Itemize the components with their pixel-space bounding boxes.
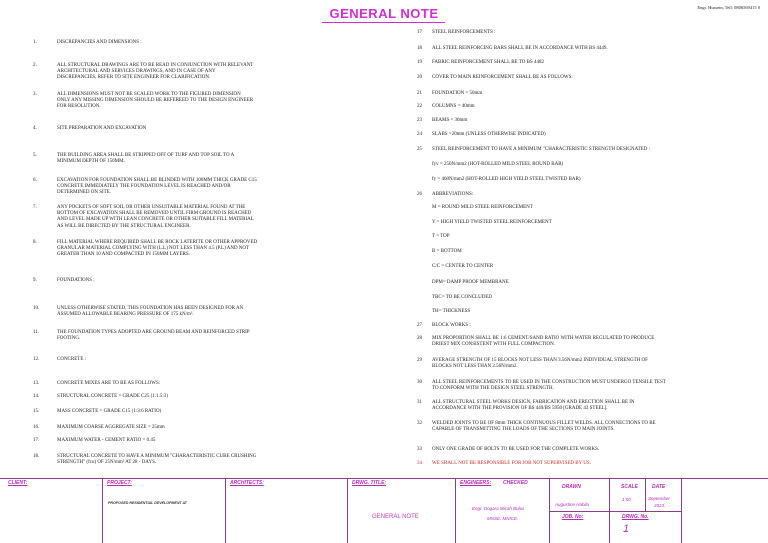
note-text: STEEL REINFORCEMENTS :: [432, 30, 496, 35]
note-text: THE FOUNDATION TYPES ADOPTED ARE GROUND BEAM AND REINFORCED STRIP FOOTING.: [57, 330, 250, 342]
note-number: 32: [417, 421, 422, 426]
divider: [347, 478, 348, 543]
note-text: COVER TO MAIN REINFORCEMENT SHALL BE AS FOLLOWS:: [432, 75, 573, 80]
note-text: WE SHALL NOT BE RESPONSIBLE FOR JOB NOT SUPERVISED BY US.: [432, 461, 591, 466]
note-number: 5.: [33, 153, 37, 158]
drwg-title-label: DRWG. TITLE:: [352, 480, 387, 486]
note-number: 20: [417, 75, 422, 80]
note-text: STRUCTURAL CONCRETE TO HAVE A MINIMUM "CHARACTERISTIC CUBE CRUSHING STRENGTH" (fcu) OF 25N/mm² AT 28 - DAYS.: [57, 454, 257, 466]
note-number: 11.: [33, 330, 40, 335]
note-text: ABBREVIATIONS:: [432, 192, 474, 197]
note-text: T = TOP: [432, 234, 450, 239]
note-text: COLUMNS = 40mm: [432, 104, 475, 109]
note-number: 26: [417, 192, 422, 197]
drwg-no-label: DRWG. No.: [622, 514, 649, 520]
note-number: 12.: [33, 357, 40, 362]
note-number: 23: [417, 118, 422, 123]
title-underline: [322, 22, 445, 23]
note-text: FILL MATERIAL WHERE REQUIRED SHALL BE ROCK LATERITE OR OTHER APPROVED GRANULAR MATERIAL COMPLYING WITH (L.L) NOT LESS THAN 4.5 (P.L) AND NOT GREATER THAN 10 AND COMPACTED IN 150MM LAYERS.: [57, 240, 258, 258]
divider: [609, 511, 681, 512]
note-text: fyv = 250N/mm2 (HOT-ROLLED MILD STEEL ROUND BAR): [432, 162, 564, 167]
note-text: BEAMS = 30mm: [432, 118, 468, 123]
note-number: 28: [417, 336, 422, 341]
checked-label: CHECKED: [503, 480, 528, 486]
title-block-top-border: [0, 478, 768, 479]
note-text: Y = HIGH YIELD TWISTED STEEL REINFORCEMENT: [432, 220, 552, 225]
divider: [225, 478, 226, 543]
project-value: PROPOSED RESIDENTIAL DEVELOPMENT AT: [108, 501, 188, 505]
page-title: GENERAL NOTE: [329, 6, 439, 21]
engineer-contact: Engr. Hussein, Tell: 0806569415 0: [697, 5, 760, 10]
note-text: UNLESS OTHERWISE STATED, THIS FOUNDATION HAS BEEN DESIGNED FOR AN ASSUMED ALLOWABLE BEARING PRESSURE OF 175 kN/m².: [57, 306, 244, 318]
note-text: TBC= TO BE CONCLUDED: [432, 295, 492, 300]
note-number: 13.: [33, 381, 40, 386]
note-text: ANY POCKETS OF SOFT SOIL OR OTHER UNSUITABLE MATERIAL FOUND AT THE BOTTOM OF EXCAVATION SHALL BE REMOVED UNTIL FIRM GROUND IS REACHED AND LEVEL MADE UP WITH LEAN CONCRETE OR OTHER SUITABLE FILL MATERIAL AS WILL BE DIRECTED BY THE STRUCTURAL ENGINEER.: [57, 205, 254, 229]
divider: [645, 478, 646, 511]
note-text: FABRIC REINFORCEMENT SHALL BE TO BS 4482: [432, 60, 544, 65]
note-text: FOUNDATION = 50mm: [432, 91, 483, 96]
note-number: 1.: [33, 40, 37, 45]
note-number: 27: [417, 323, 422, 328]
drawn-value: Augustine Habila: [555, 502, 590, 507]
note-number: 3.: [33, 92, 37, 97]
project-label: PROJECT:: [107, 480, 132, 486]
note-number: 17.: [33, 438, 40, 443]
note-number: 15.: [33, 409, 40, 414]
note-text: MAXIMUM WATER - CEMENT RATIO = 0.45: [57, 438, 156, 443]
date-value-month: September: [648, 496, 671, 501]
note-text: C/C = CENTER TO CENTER: [432, 264, 494, 269]
note-text: fy = 460N/mm2 (HOT-ROLLED HIGH YIELD STEEL TWISTED BAR): [432, 177, 581, 182]
date-label: DATE: [652, 484, 666, 490]
note-number: 9.: [33, 278, 37, 283]
note-number: 24: [417, 132, 422, 137]
note-text: EXCAVATION FOR FOUNDATION SHALL BE BLINDED WITH 100MM THICK GRADE C15 CONCRETE IMMEDIATELY THE FOUNDATION LEVEL IS REACHED AND/OR DETERMINED ON SITE.: [57, 178, 257, 196]
note-text: ALL STEEL REINFORCEMENTS TO BE USED IN THE CONSTRUCTION MUST UNDERGO TENSILE TEST TO CONFORM WITH THE DESIGN STEEL STRENGTH.: [432, 380, 666, 392]
engineers-label: ENGINEERS:: [460, 480, 492, 486]
note-text: CONCRETE MIXES ARE TO BE AS FOLLOWS:: [57, 381, 161, 386]
engineer-name: Engr. Dogara Micah Bulus: [472, 506, 525, 511]
job-no-label: JOB. No:: [562, 514, 584, 520]
note-text: ALL DIMENSIONS MUST NOT BE SCALED WORK TO THE FIGURED DIMENSION ONLY ANY MISSING DIMENSION SHOULD BE REFEREED TO THE DESIGN ENGINEER FOR RESOLUTION.: [57, 92, 254, 110]
note-text: BLOCK WORKS :: [432, 323, 471, 328]
note-text: THE BUILDING AREA SHALL BE STRIPPED OFF OF TURF AND TOP SOIL TO A MINIMUM DEPTH OF 150MM.: [57, 153, 235, 165]
note-text: ONLY ONE GRADE OF BOLTS TO BE USED FOR THE COMPLETE WORKS.: [432, 447, 600, 452]
note-number: 30: [417, 380, 422, 385]
note-text: CONCRETE :: [57, 357, 87, 362]
scale-label: SCALE: [621, 484, 638, 490]
drwg-no-value: 1: [623, 523, 630, 535]
note-number: 34: [417, 461, 422, 466]
note-number: 4.: [33, 126, 37, 131]
client-label: CLIENT:: [8, 480, 28, 486]
note-text: ALL STEEL REINFORCING BARS SHALL BE IN ACCORDANCE WITH BS 4449.: [432, 46, 608, 51]
note-text: SITE PREPARATION AND EXCAVATION: [57, 126, 147, 131]
note-text: STEEL REINFORCEMENT TO HAVE A MINIMUM "CHARACTERISTIC STRENGTH DESIGNATED :: [432, 147, 651, 152]
note-number: 16.: [33, 425, 40, 430]
note-number: 29: [417, 358, 422, 363]
note-text: MAXIMUM COARSE AGGREGATE SIZE = 25mm: [57, 425, 165, 430]
note-number: 19: [417, 60, 422, 65]
note-text: FOUNDATIONS :: [57, 278, 95, 283]
note-text: TH= THICKNESS: [432, 309, 471, 314]
note-text: MIX PROPORTION SHALL BE 1:6 CEMENT/SAND RATIO WITH WATER REGULATED TO PRODUCE DRIEST MIX CONSISTENT WITH FULL COMPACTION.: [432, 336, 655, 348]
note-number: 21: [417, 91, 422, 96]
divider: [681, 478, 682, 543]
note-number: 2.: [33, 63, 37, 68]
note-number: 25: [417, 147, 422, 152]
note-number: 7.: [33, 205, 37, 210]
note-number: 17: [417, 30, 422, 35]
note-number: 6.: [33, 178, 37, 183]
note-text: STRUCTURAL CONCRETE = GRADE C25 (1:1.5:3): [57, 394, 168, 399]
note-text: DISCREPANCIES AND DIMENSIONS :: [57, 40, 142, 45]
engineer-credentials: MNSE. MNICE.: [487, 516, 519, 521]
note-number: 8.: [33, 240, 37, 245]
architects-label: ARCHITECTS:: [230, 480, 264, 486]
note-number: 18: [417, 46, 422, 51]
note-text: ALL STRUCTURAL STEEL WORKS DESIGN, FABRICATION AND ERECTION SHALL BE IN ACCORDANCE WITH THE PROVISION OF BS 449/BS 5950 [GRADE 43 STEEL].: [432, 400, 635, 412]
note-number: 31: [417, 400, 422, 405]
note-number: 10.: [33, 306, 40, 311]
title-block: [0, 478, 768, 543]
note-number: 22: [417, 104, 422, 109]
note-number: 18.: [33, 454, 40, 459]
note-number: 33: [417, 447, 422, 452]
divider: [549, 511, 609, 512]
drawn-label: DRAWN: [562, 484, 581, 490]
note-text: ALL STRUCTURAL DRAWINGS ARE TO BE READ IN CONJUNCTION WITH RELEVANT ARCHITECTURAL AND SERVICES DRAWINGS, AND IN CASE OF ANY DISCREPANCIES, REFER TO SITE ENGINEER FOR CLARIFICATION.: [57, 63, 254, 81]
note-text: M = ROUND MILD STEEL REINFORCEMENT: [432, 205, 533, 210]
scale-value: 1:50: [622, 497, 631, 502]
note-text: AVERAGE STRENGTH OF 15 BLOCKS NOT LESS THAN 3.56N/mm2 INDIVIDUAL STRENGTH OF BLOCKS NOT LESS THAN 2.56N/mm2.: [432, 358, 648, 370]
note-number: 14.: [33, 394, 40, 399]
note-text: SLABS =20mm (UNLESS OTHERWISE INDICATED): [432, 132, 546, 137]
note-text: B = BOTTOM: [432, 249, 462, 254]
note-text: MASS CONCRETE = GRADE C15 (1:3:6 RATIO): [57, 409, 162, 414]
note-text: DPM= DAMP PROOF MEMBRANE: [432, 280, 509, 285]
divider: [102, 478, 103, 543]
date-value-year: 2023.: [654, 503, 666, 508]
note-text: WELDED JOINTS TO BE OF 8mm THICK CONTINUOUS FILLET WELDS. ALL CONNECTIONS TO BE CAPABLE OF TRANSMITTING THE LOADS OF THE SECTIONS TO MAIN JOINTS.: [432, 421, 656, 433]
divider: [455, 478, 456, 543]
drwg-title-value: GENERAL NOTE: [372, 514, 419, 520]
